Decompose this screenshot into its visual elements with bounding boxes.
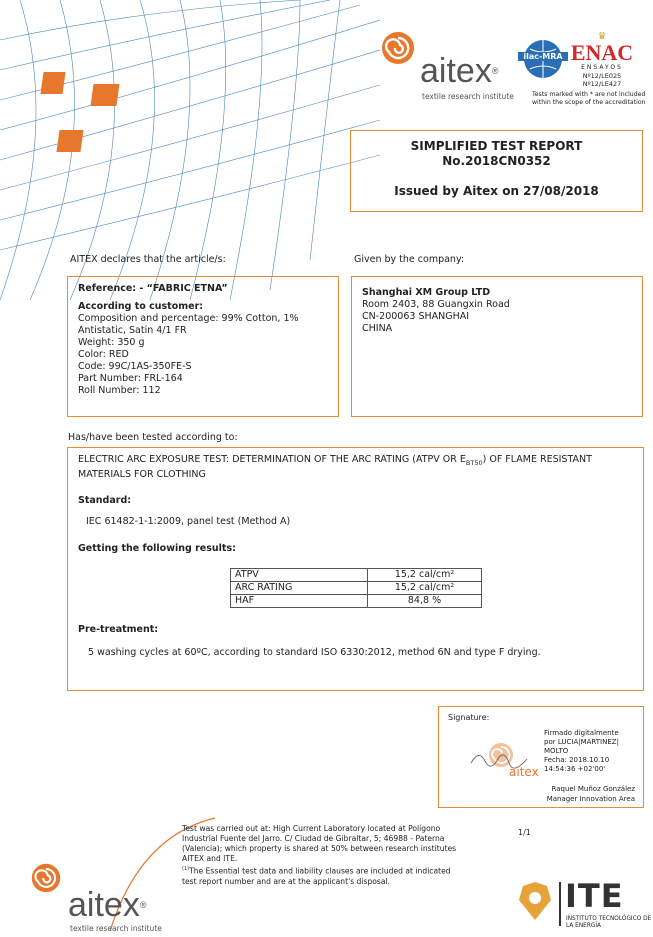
footer-line: AITEX and ITE. (182, 854, 238, 863)
article-line: Weight: 350 g (78, 337, 145, 348)
test-title-sub: BT50 (465, 458, 483, 467)
digital-line: Firmado digitalmente (544, 729, 619, 737)
ite-logo (515, 878, 653, 934)
article-line: Composition and percentage: 99% Cotton, 1% (78, 313, 299, 324)
table-row (231, 568, 482, 581)
footer-brand-subtitle: textile research institute (70, 924, 162, 933)
article-line: Antistatic, Satin 4/1 FR (78, 325, 187, 336)
result-name: HAF (231, 594, 368, 607)
accreditation-note (532, 91, 652, 106)
result-value: 15,2 cal/cm² (368, 581, 482, 594)
company-box (351, 276, 643, 417)
according-label: According to customer: (78, 301, 204, 312)
footer-note-mark: (1) (182, 866, 190, 872)
test-title-part2: ) OF FLAME RESISTANT (482, 454, 592, 465)
signature-stamp (469, 741, 539, 781)
article-box (67, 276, 339, 417)
page-number: 1/1 (518, 828, 531, 837)
report-title: SIMPLIFIED TEST REPORT (410, 139, 583, 153)
signature-box (438, 706, 644, 808)
brand-name: aitex (420, 52, 492, 90)
table-row (231, 594, 482, 607)
report-title-box (350, 130, 643, 212)
enac-logo (566, 32, 638, 92)
article-line: Color: RED (78, 349, 129, 360)
accred-note-line: within the scope of the accreditation (532, 98, 646, 106)
pretreatment-label: Pre-treatment: (78, 623, 159, 635)
issued-by: Issued by Aitex on 27/08/2018 (394, 184, 599, 198)
result-value: 15,2 cal/cm² (368, 568, 482, 581)
enac-code-1: Nº12/LE025 (582, 72, 622, 80)
test-title-part1: ELECTRIC ARC EXPOSURE TEST: DETERMINATION OF THE ARC RATING (ATPV OR E (78, 454, 466, 465)
results-table (230, 568, 482, 608)
signer-name: Raquel Muñoz González (551, 785, 635, 793)
declares-label: AITEX declares that the article/s: (70, 254, 226, 265)
pretreatment-value: 5 washing cycles at 60ºC, according to standard ISO 6330:2012, method 6N and type F drying. (88, 646, 541, 658)
brand-subtitle: textile research institute (422, 92, 514, 101)
decor-square (40, 72, 65, 94)
footer-registered-mark: ® (139, 900, 147, 910)
enac-code-2: Nº12/LE427 (582, 80, 622, 88)
results-label: Getting the following results: (78, 542, 236, 554)
company-line: CHINA (362, 323, 393, 334)
enac-sub: ENSAYOS (581, 64, 623, 71)
digital-signature (544, 729, 619, 774)
digital-line: 14:54:36 +02'00' (544, 765, 606, 773)
ite-subtitle-2: LA ENERGÍA (566, 923, 602, 929)
footer-brand-name: aitex (68, 886, 140, 924)
result-value: 84,8 % (368, 594, 482, 607)
footer-line: Industrial Fuente del Jarro. C/ Ciudad de Gibraltar, 5; 46988 - Paterna (182, 834, 445, 843)
footer-line: Test was carried out at: High Current Laboratory located at Polígono (182, 824, 441, 833)
accred-note-line: Tests marked with * are not included (532, 91, 646, 98)
ite-divider (559, 882, 561, 926)
result-name: ARC RATING (231, 581, 368, 594)
decor-square (90, 84, 119, 106)
reference: Reference: - “FABRIC ETNA” (78, 283, 228, 294)
footer-line: (Valencia); which property is shared at 50% between research institutes (182, 844, 457, 853)
ite-subtitle-1: INSTITUTO TECNOLÓGICO DE (566, 916, 652, 922)
spiral-icon (380, 30, 416, 66)
standard-value: IEC 61482-1-1:2009, panel test (Method A) (86, 515, 291, 527)
ite-text: ITE (565, 877, 624, 915)
test-title (78, 454, 633, 469)
spiral-icon (30, 862, 62, 894)
crown-icon: ♛ (597, 31, 607, 42)
ite-emblem-icon (515, 880, 555, 922)
digital-line: Fecha: 2018.10.10 (544, 756, 610, 764)
decor-square (56, 130, 83, 152)
company-line: CN-200063 SHANGHAI (362, 311, 470, 322)
test-title-line2: MATERIALS FOR CLOTHING (78, 468, 206, 480)
footer-aitex-logo (30, 862, 170, 934)
company-name: Shanghai XM Group LTD (362, 287, 491, 298)
signer-role: Manager Innovation Area (546, 795, 635, 803)
footer-note-line-2: test report number and are at the applicant's disposal. (182, 876, 391, 886)
test-box (67, 447, 644, 691)
footer-note-text: The Essential test data and liability clauses are included at indicated (189, 866, 451, 876)
ilac-text: ilac-MRA (518, 52, 568, 61)
tested-label: Has/have been tested according to: (68, 432, 238, 443)
table-row (231, 581, 482, 594)
ilac-logo (522, 38, 564, 80)
signature-label: Signature: (448, 713, 490, 722)
registered-mark: ® (491, 66, 499, 76)
company-line: Room 2403, 88 Guangxin Road (362, 299, 510, 310)
result-name: ATPV (231, 568, 368, 581)
footer-note-line-1 (182, 864, 482, 877)
footer-text (182, 824, 482, 887)
article-line: Roll Number: 112 (78, 385, 161, 396)
digital-line: MOLTO (544, 747, 569, 755)
article-line: Code: 99C/1AS-350FE-S (78, 361, 192, 372)
report-number: No.2018CN0352 (442, 154, 551, 168)
stamp-brand: aitex (509, 765, 539, 779)
article-line: Part Number: FRL-164 (78, 373, 183, 384)
enac-text: ENAC (570, 40, 634, 65)
aitex-logo (380, 30, 515, 102)
given-label: Given by the company: (354, 254, 465, 265)
standard-label: Standard: (78, 494, 132, 506)
digital-line: por LUCIA|MARTINEZ| (544, 738, 619, 746)
